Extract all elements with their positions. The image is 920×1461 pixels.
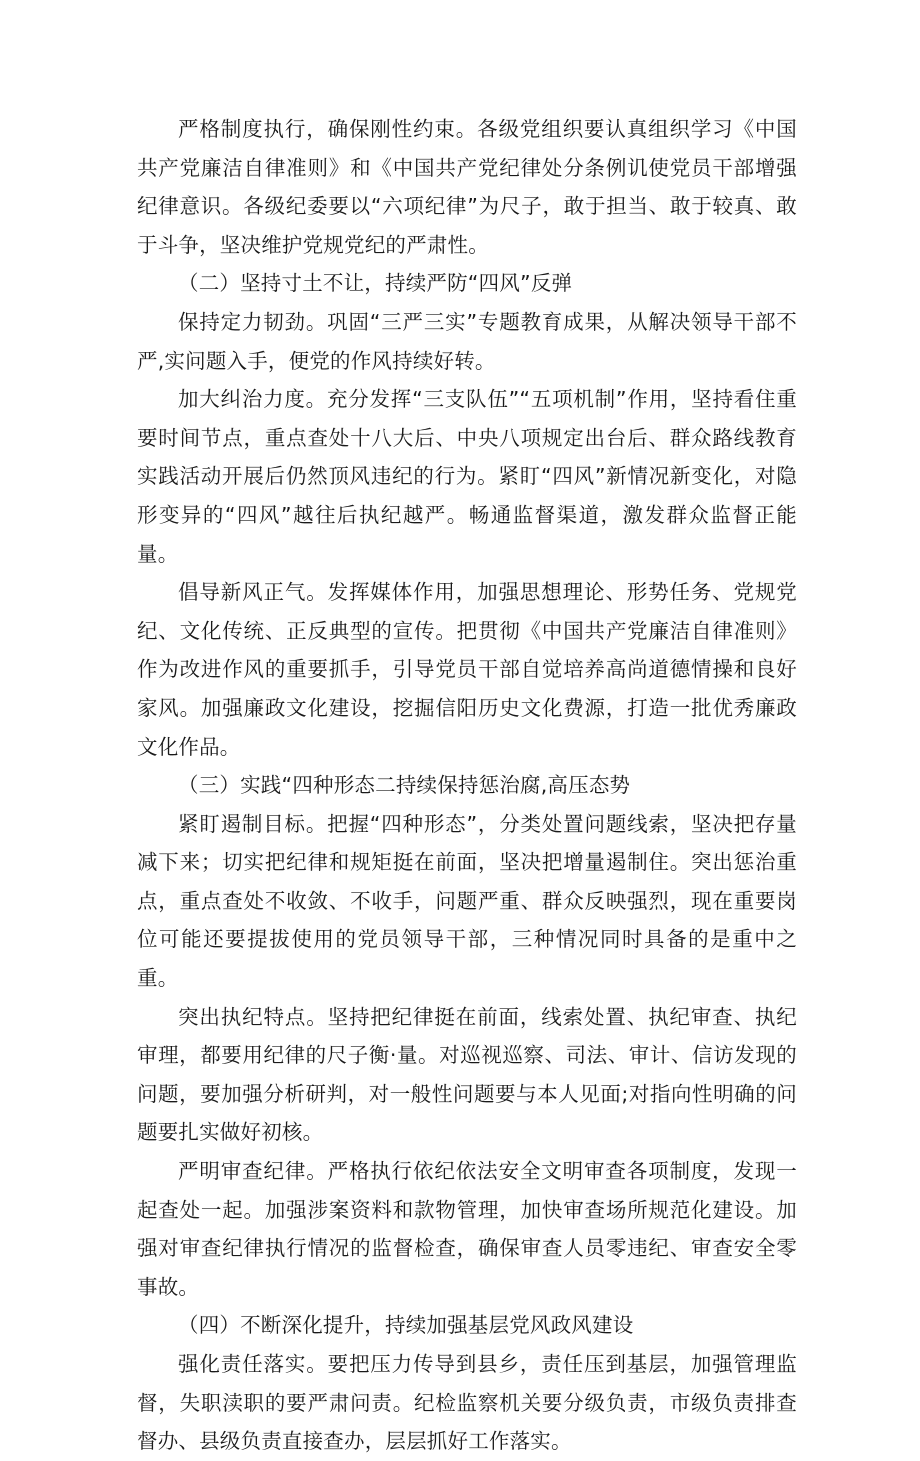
paragraph-discipline-features: 突出执纪特点。坚持把纪律挺在前面，线索处置、执纪审查、执纪审理，都要用纪律的尺子衡·量。对巡视巡察、司法、审计、信访发现的问题，要加强分析研判，对一般性问题要与本人见面;对指向性明确的问题要扎实做好初核。 bbox=[137, 1004, 797, 1145]
paragraph-maintain-resolve: 保持定力韧劲。巩固“三严三实”专题教育成果，从解决领导干部不严,实问题入手，便党的作风持续好转。 bbox=[137, 309, 797, 373]
paragraph-curb-target: 紧盯遏制目标。把握“四种形态”，分类处置问题线索，坚决把存量减下来；切实把纪律和规矩挺在前面，坚决把增量遏制住。突出惩治重点，重点查处不收敛、不收手，问题严重、群众反映强烈，现在重要岗位可能还要提拔使用的党员领导干部，三种情况同时具备的是重中之重。 bbox=[137, 811, 797, 991]
paragraph-strict-system: 严格制度执行，确保刚性约束。各级党组织要认真组织学习《中国共产党廉洁自律准则》和《中国共产党纪律处分条例讥使党员干部增强纪律意识。各级纪委要以“六项纪律”为尺子，敢于担当、敢于较真、敢于斗争，坚决维护党规党纪的严肃性。 bbox=[137, 117, 797, 257]
paragraph-intensify-correction: 加大纠治力度。充分发挥“三支队伍”“五项机制”作用，坚持看住重要时间节点，重点查处十八大后、中央八项规定出台后、群众路线教育实践活动开展后仍然顶风违纪的行为。紧盯“四风”新情况新变化，对隐形变异的“四风”越往后执纪越严。畅通监督渠道，激发群众监督正能量。 bbox=[137, 387, 797, 566]
paragraph-advocate-new-style: 倡导新风正气。发挥媒体作用，加强思想理论、形势任务、党规党纪、文化传统、正反典型的宣传。把贯彻《中国共产党廉洁自律准则》作为改进作风的重要抓手，引导党员干部自觉培养高尚道德情操和良好家风。加强廉政文化建设，挖掘信阳历史文化费源，打造一批优秀廉政文化作品。 bbox=[137, 580, 797, 759]
paragraph-review-discipline: 严明审查纪律。严格执行依纪依法安全文明审查各项制度，发现一起查处一起。加强涉案资料和款物管理，加快审查场所规范化建设。加强对审查纪律执行情况的监督检查，确保审查人员零违纪、审查安全零事故。 bbox=[137, 1159, 797, 1299]
section-heading-3: （三）实践“四种形态二持续保持惩治腐,高压态势 bbox=[178, 773, 631, 798]
section-heading-2: （二）坚持寸土不让，持续严防“四风”反弹 bbox=[178, 271, 573, 296]
paragraph-responsibility: 强化责任落实。要把压力传导到县乡，责任压到基层，加强管理监督，失职渎职的要严肃问责。纪检监察机关要分级负责，市级负责排查督办、县级负责直接查办，层层抓好工作落实。 bbox=[137, 1352, 797, 1454]
section-heading-4: （四）不断深化提升，持续加强基层党风政风建设 bbox=[178, 1313, 634, 1338]
document-body bbox=[137, 110, 797, 1461]
